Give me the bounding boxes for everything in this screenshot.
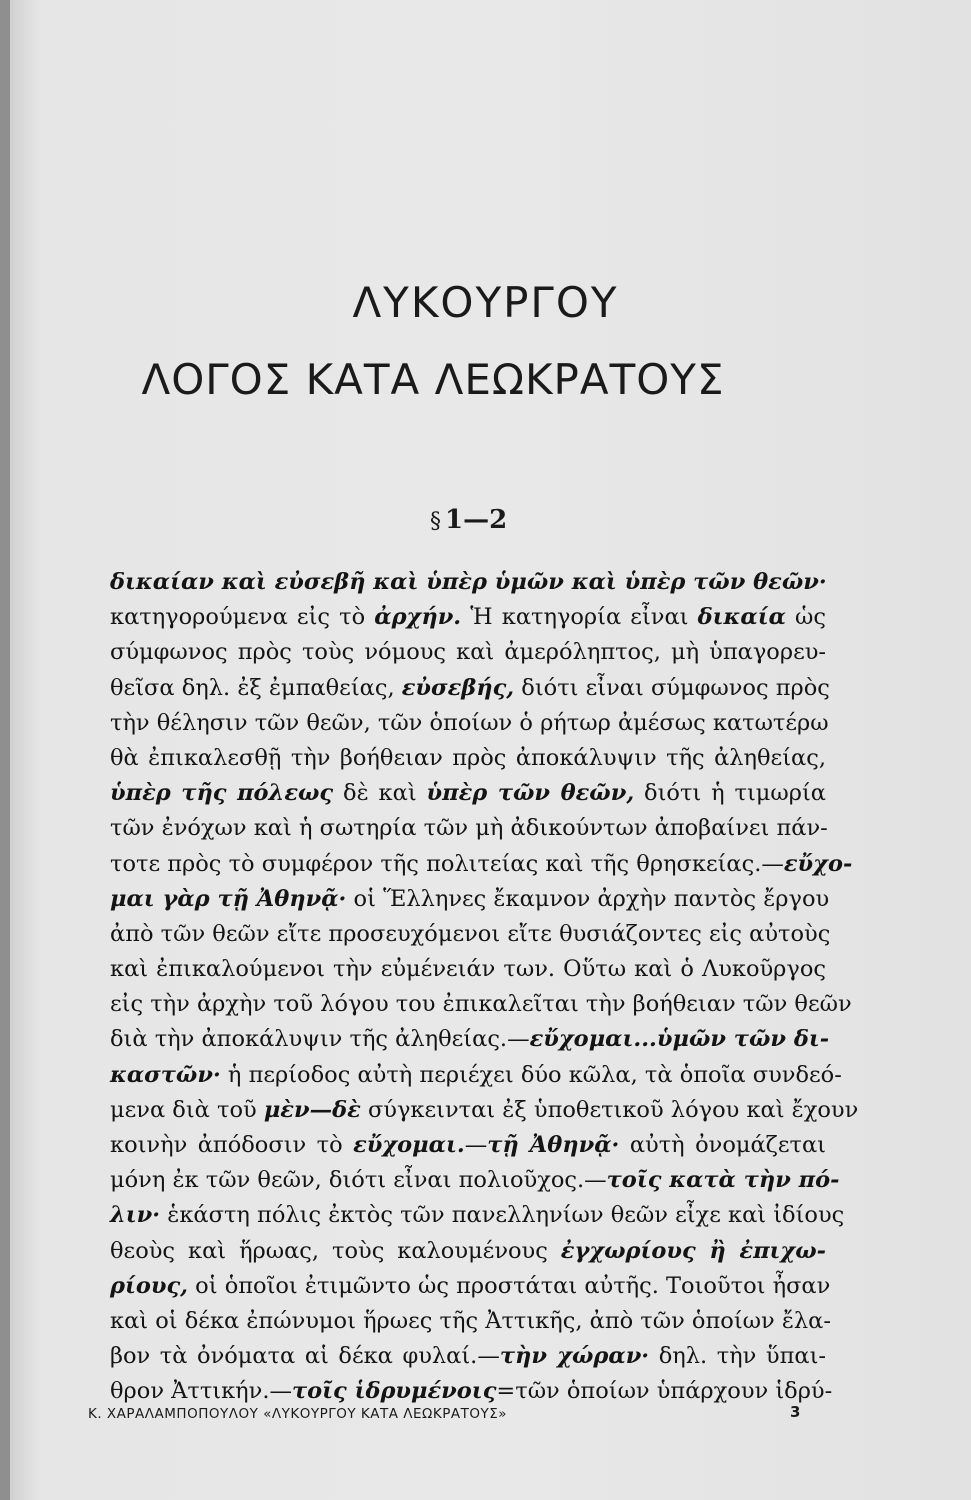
lemma-text: μὲν—δὲ — [263, 1096, 361, 1123]
text-line — [110, 987, 852, 1022]
commentary-text: ἀπὸ τῶν θεῶν εἴτε προσευχόμενοι εἴτε θυσιάζοντες εἰς αὐτοὺς — [110, 920, 831, 947]
commentary-text: διότι εἶναι σύμφωνος πρὸς — [514, 674, 830, 701]
commentary-text: ὡς — [785, 604, 826, 631]
text-line — [110, 1374, 833, 1409]
commentary-text: — — [464, 1132, 488, 1158]
commentary-text: διὰ τὴν ἀποκάλυψιν τῆς ἀληθείας.— — [110, 1026, 530, 1053]
author-heading: ΛΥΚΟΥΡΓΟΥ — [352, 278, 619, 327]
commentary-text: τῶν ἐνόχων καὶ ἡ σωτηρία τῶν μὴ ἀδικούντων ἀποβαίνει πάν- — [110, 815, 828, 842]
commentary-text: δηλ. τὴν ὕπαι- — [649, 1343, 826, 1370]
lemma-text: εὔχο- — [783, 850, 853, 877]
commentary-text: θὰ ἐπικαλεσθῇ τὴν βοήθειαν πρὸς ἀποκάλυψιν τῆς ἀληθείας, — [110, 744, 826, 771]
commentary-text: αὐτὴ ὀνομάζεται — [619, 1132, 826, 1158]
lemma-text: τῇ Ἀθηνᾷ· — [487, 1132, 620, 1158]
lemma-text: εὔχομαι...ὑμῶν τῶν δι- — [529, 1026, 830, 1053]
commentary-text: μενα διὰ τοῦ — [110, 1096, 264, 1123]
text-line — [110, 1128, 826, 1163]
text-line — [110, 1304, 831, 1339]
text-line — [110, 847, 853, 882]
commentary-text: Ἡ κατηγορία εἶναι — [461, 604, 698, 631]
commentary-text: κατηγορούμενα εἰς τὸ — [110, 604, 375, 631]
text-line — [110, 671, 830, 706]
text-line — [110, 565, 826, 600]
text-line — [110, 776, 826, 811]
lemma-text: τοῖς κατὰ τὴν πό- — [606, 1167, 840, 1194]
text-line — [110, 1234, 826, 1269]
commentary-text: οἱ ὁποῖοι ἐτιμῶντο ὡς προστάται αὐτῆς. Τοιοῦτοι ἦσαν — [188, 1272, 831, 1299]
commentary-text: θεοὺς καὶ ἥρωας, τοὺς καλουμένους — [110, 1237, 561, 1264]
text-line — [110, 1022, 830, 1057]
lemma-text: ἀρχήν. — [374, 604, 462, 631]
speech-title: ΛΟΓΟΣ ΚΑΤΑ ΛΕΩΚΡΑΤΟΥΣ — [141, 355, 725, 404]
commentary-text: καὶ ἐπικαλούμενοι τὴν εὐμένειάν των. Οὕτω καὶ ὁ Λυκοῦργος — [110, 956, 826, 983]
text-line — [110, 1198, 845, 1233]
text-line — [110, 811, 826, 846]
text-line — [110, 1339, 826, 1374]
lemma-text: τοῖς ἱδρυμένοις — [292, 1378, 497, 1405]
lemma-text: εὔχομαι. — [353, 1132, 465, 1158]
page-number: 3 — [790, 1403, 801, 1421]
text-line — [110, 917, 831, 952]
commentary-text: διότι ἡ τιμωρία — [634, 780, 827, 807]
commentary-text: ἡ περίοδος αὐτὴ περιέχει δύο κῶλα, τὰ ὁποῖα συνδεό- — [220, 1061, 842, 1088]
text-line — [110, 706, 829, 741]
lemma-text: δικαία — [697, 604, 786, 631]
section-sign: § — [430, 509, 441, 534]
text-line — [110, 1093, 859, 1128]
lemma-text: ἐγχωρίους ἢ ἐπιχω- — [560, 1237, 826, 1264]
commentary-text: κοινὴν ἀπόδοσιν τὸ — [110, 1132, 354, 1158]
commentary-text: θρον Ἀττικήν.— — [110, 1378, 292, 1405]
lemma-text: ὑπὲρ τῶν θεῶν, — [426, 780, 635, 807]
commentary-text: θεῖσα δηλ. ἐξ ἐμπαθείας, — [110, 674, 402, 701]
lemma-text: δικαίαν καὶ εὐσεβῆ καὶ ὑπὲρ ὑμῶν καὶ ὑπὲρ τῶν θεῶν· — [110, 569, 827, 595]
commentary-text: ἑκάστη πόλις ἐκτὸς τῶν πανελληνίων θεῶν εἶχε καὶ ἰδίους — [160, 1202, 845, 1229]
commentary-text: σύγκεινται ἐξ ὑποθετικοῦ λόγου καὶ ἔχουν — [360, 1096, 859, 1123]
commentary-text: =τῶν ὁποίων ὑπάρχουν ἱδρύ- — [496, 1378, 833, 1405]
text-line — [110, 952, 826, 987]
lemma-text: ρίους, — [110, 1272, 189, 1299]
text-line — [110, 1058, 842, 1093]
commentary-text: δὲ καὶ — [333, 780, 427, 807]
section-range: 1—2 — [445, 505, 508, 535]
lemma-text: τὴν χώραν· — [499, 1343, 650, 1370]
text-line — [110, 1163, 840, 1198]
page-binding-edge — [0, 0, 10, 1500]
commentary-body — [110, 565, 859, 1410]
lemma-text: καστῶν· — [110, 1061, 221, 1088]
lemma-text: ὑπὲρ τῆς πόλεως — [110, 780, 334, 807]
commentary-text: σύμφωνος πρὸς τοὺς νόμους καὶ ἀμερόληπτος, μὴ ὑπαγορευ- — [110, 639, 826, 666]
text-line — [110, 741, 826, 776]
text-line — [110, 1269, 831, 1304]
text-line — [110, 882, 830, 917]
lemma-text: λιν· — [110, 1202, 161, 1229]
lemma-text: εὐσεβής, — [401, 674, 515, 701]
text-line — [110, 635, 826, 670]
commentary-text: τὴν θέλησιν τῶν θεῶν, τῶν ὁποίων ὁ ρήτωρ ἀμέσως κατωτέρω — [110, 709, 829, 736]
commentary-text: μόνη ἐκ τῶν θεῶν, διότι εἶναι πολιοῦχος.— — [110, 1167, 607, 1194]
commentary-text: βον τὰ ὀνόματα αἱ δέκα φυλαί.— — [110, 1343, 500, 1370]
text-line — [110, 600, 826, 635]
commentary-text: καὶ οἱ δέκα ἐπώνυμοι ἥρωες τῆς Ἀττικῆς, ἀπὸ τῶν ὁποίων ἔλα- — [110, 1307, 831, 1334]
section-heading — [430, 505, 507, 535]
lemma-text: μαι γὰρ τῇ Ἀθηνᾷ· — [110, 885, 347, 912]
commentary-text: τοτε πρὸς τὸ συμφέρον τῆς πολιτείας καὶ τῆς θρησκείας.— — [110, 850, 784, 877]
commentary-text: οἱ Ἕλληνες ἔκαμνον ἀρχὴν παντὸς ἔργου — [346, 885, 830, 912]
page-footer-signature: Κ. ΧΑΡΑΛΑΜΠΟΠΟΥΛΟΥ «ΛΥΚΟΥΡΓΟΥ ΚΑΤΑ ΛΕΩΚΡΑΤΟΥΣ» — [88, 1406, 507, 1422]
commentary-text: εἰς τὴν ἀρχὴν τοῦ λόγου του ἐπικαλεῖται τὴν βοήθειαν τῶν θεῶν — [110, 991, 852, 1018]
